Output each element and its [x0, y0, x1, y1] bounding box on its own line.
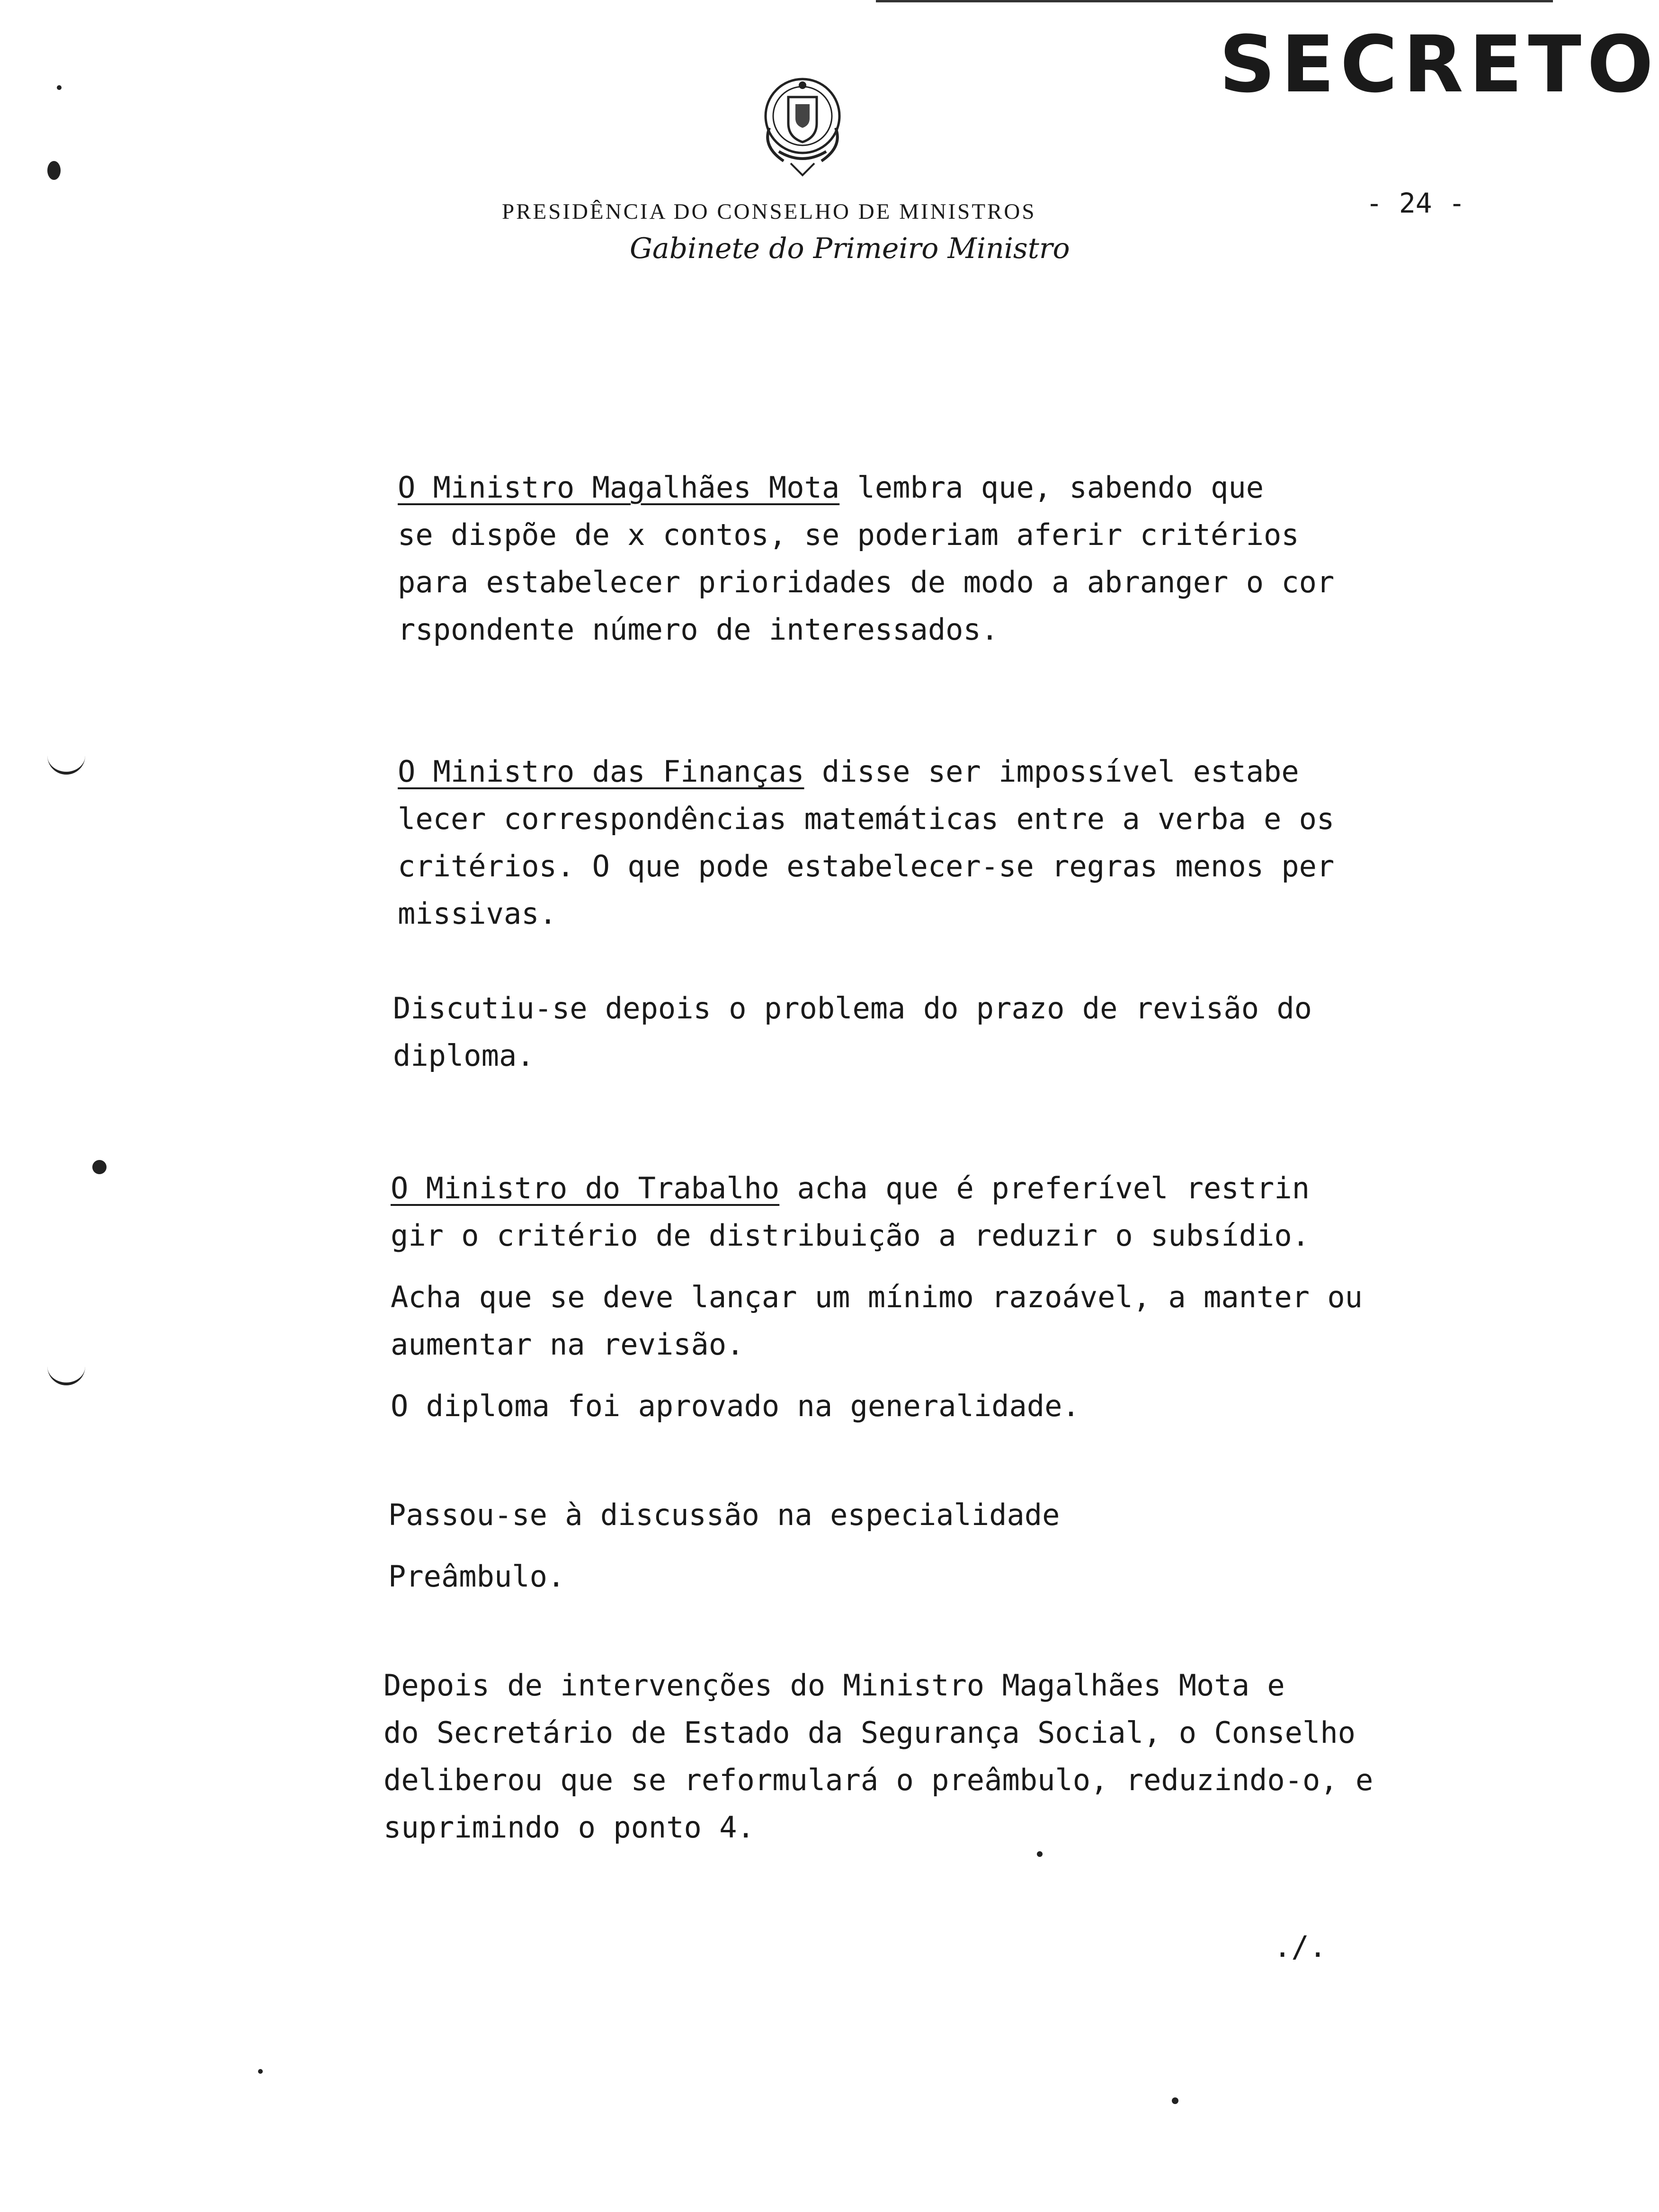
scan-speck [57, 85, 62, 90]
coat-of-arms-icon [750, 71, 855, 180]
speaker-name: O Ministro das Finanças [398, 754, 804, 789]
paragraph [391, 1165, 1439, 1259]
paragraph: Passou-se à discussão na especialidade [388, 1498, 1060, 1532]
paragraph [398, 464, 1439, 653]
office-subheader: Gabinete do Primeiro Ministro [630, 232, 1070, 265]
paragraph [398, 748, 1439, 937]
paragraph: Discutiu-se depois o problema do prazo de revisão do diploma. [393, 991, 1312, 1073]
page-number: - 24 - [1366, 187, 1465, 219]
document-body [384, 464, 1439, 1851]
paragraph: Preâmbulo. [388, 1559, 565, 1594]
top-rule [876, 0, 1553, 2]
scan-speck [1037, 1851, 1043, 1857]
paragraph: Acha que se deve lançar um mínimo razoável, a manter ou aumentar na revisão. [391, 1280, 1363, 1362]
paragraph: Depois de intervenções do Ministro Magalhães Mota e do Secretário de Estado da Segurança Social, o Conselho deliberou que se reformulará o preâmbulo, reduzindo-o, e suprimindo o ponto 4. [384, 1668, 1374, 1845]
paragraph-text: lembra que, sabendo que se dispõe de x contos, se poderiam aferir critérios para estabelecer prioridades de modo a abranger o cor rspondente número de interessados. [398, 470, 1335, 647]
paragraph: O diploma foi aprovado na generalidade. [391, 1389, 1080, 1423]
paragraph-text: disse ser impossível estabe lecer correspondências matemáticas entre a verba e os critérios. O que pode estabelecer-se regras menos per missivas. [398, 754, 1335, 931]
margin-mark [47, 753, 85, 775]
scan-speck [92, 1160, 107, 1174]
secret-stamp: SECRETO [1219, 19, 1659, 110]
speaker-name: O Ministro Magalhães Mota [398, 470, 840, 505]
scan-speck [47, 161, 61, 180]
institution-header: PRESIDÊNCIA DO CONSELHO DE MINISTROS [502, 199, 1036, 224]
scan-speck [1172, 2097, 1178, 2104]
scan-speck [258, 2069, 263, 2074]
continuation-mark: ./. [1274, 1929, 1327, 1964]
speaker-name: O Ministro do Trabalho [391, 1171, 780, 1205]
paragraph-text: acha que é preferível restrin gir o critério de distribuição a reduzir o subsídio. [391, 1171, 1310, 1253]
margin-mark [47, 1364, 85, 1385]
